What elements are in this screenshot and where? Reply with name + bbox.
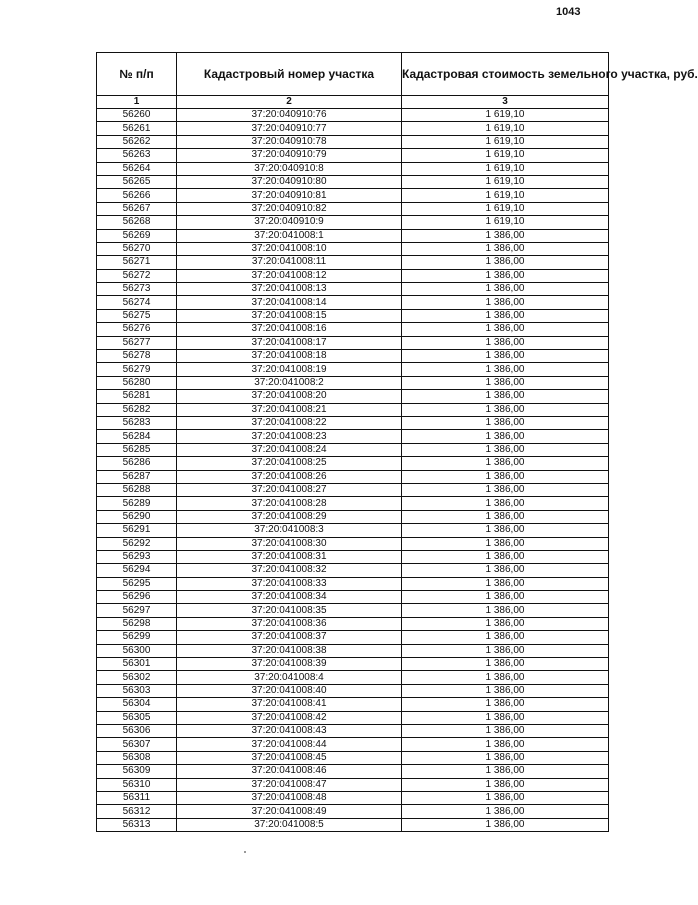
cadastral-value: 1 386,00 (402, 350, 609, 363)
table-row (97, 189, 609, 202)
row-number: 56307 (97, 738, 177, 751)
cadastral-number: 37:20:041008:32 (177, 564, 402, 577)
cadastral-number: 37:20:041008:46 (177, 765, 402, 778)
cadastral-value: 1 386,00 (402, 336, 609, 349)
cadastral-number: 37:20:041008:14 (177, 296, 402, 309)
cadastral-number: 37:20:041008:25 (177, 457, 402, 470)
table-row (97, 390, 609, 403)
table-row (97, 336, 609, 349)
row-number: 56261 (97, 122, 177, 135)
row-number: 56272 (97, 269, 177, 282)
table-row (97, 149, 609, 162)
cadastral-value: 1 386,00 (402, 617, 609, 630)
cadastral-number: 37:20:041008:42 (177, 711, 402, 724)
cadastral-value: 1 386,00 (402, 283, 609, 296)
cadastral-number: 37:20:041008:15 (177, 309, 402, 322)
row-number: 56280 (97, 376, 177, 389)
table-body (97, 109, 609, 832)
row-number: 56260 (97, 109, 177, 122)
table-row (97, 323, 609, 336)
cadastral-value: 1 619,10 (402, 135, 609, 148)
row-number: 56310 (97, 778, 177, 791)
cadastral-value: 1 386,00 (402, 738, 609, 751)
row-number: 56295 (97, 577, 177, 590)
cadastral-number: 37:20:041008:5 (177, 818, 402, 831)
cadastral-value: 1 386,00 (402, 430, 609, 443)
cadastral-number: 37:20:040910:78 (177, 135, 402, 148)
cadastral-value: 1 386,00 (402, 631, 609, 644)
row-number: 56303 (97, 684, 177, 697)
table-row (97, 778, 609, 791)
table-row (97, 510, 609, 523)
column-index: 3 (402, 96, 609, 109)
table-row (97, 818, 609, 831)
cadastral-value: 1 386,00 (402, 778, 609, 791)
cadastral-table (96, 52, 698, 832)
row-number: 56288 (97, 483, 177, 496)
cadastral-value: 1 386,00 (402, 684, 609, 697)
table-row (97, 483, 609, 496)
cadastral-number: 37:20:041008:4 (177, 671, 402, 684)
header-row (97, 53, 609, 96)
table-row (97, 296, 609, 309)
table-row (97, 162, 609, 175)
cadastral-number: 37:20:041008:20 (177, 390, 402, 403)
cadastral-value: 1 386,00 (402, 644, 609, 657)
table-row (97, 363, 609, 376)
table-row (97, 658, 609, 671)
row-number: 56284 (97, 430, 177, 443)
table-row (97, 109, 609, 122)
scan-speck (244, 851, 246, 853)
cadastral-value: 1 386,00 (402, 323, 609, 336)
table-row (97, 550, 609, 563)
cadastral-value: 1 386,00 (402, 457, 609, 470)
row-number: 56304 (97, 698, 177, 711)
table-row (97, 376, 609, 389)
table-row (97, 443, 609, 456)
table-row (97, 202, 609, 215)
table-row (97, 604, 609, 617)
cadastral-value: 1 386,00 (402, 671, 609, 684)
table-header (97, 53, 698, 109)
cadastral-value: 1 386,00 (402, 403, 609, 416)
cadastral-value: 1 386,00 (402, 363, 609, 376)
cadastral-number: 37:20:041008:22 (177, 416, 402, 429)
header-cadastral-value: Кадастровая стоимость земельного участка, руб. (402, 53, 609, 96)
cadastral-value: 1 386,00 (402, 390, 609, 403)
cadastral-value: 1 386,00 (402, 564, 609, 577)
column-index: 2 (177, 96, 402, 109)
cadastral-value: 1 386,00 (402, 269, 609, 282)
cadastral-number: 37:20:041008:3 (177, 524, 402, 537)
table-row (97, 738, 609, 751)
cadastral-value: 1 386,00 (402, 470, 609, 483)
header-num: № п/п (97, 53, 177, 96)
row-number: 56282 (97, 403, 177, 416)
cadastral-number: 37:20:041008:23 (177, 430, 402, 443)
row-number: 56271 (97, 256, 177, 269)
table-row (97, 805, 609, 818)
cadastral-value: 1 386,00 (402, 497, 609, 510)
table-row (97, 644, 609, 657)
cadastral-number: 37:20:041008:31 (177, 550, 402, 563)
row-number: 56290 (97, 510, 177, 523)
cadastral-value: 1 386,00 (402, 591, 609, 604)
row-number: 56309 (97, 765, 177, 778)
column-index: 1 (97, 96, 177, 109)
table-row (97, 457, 609, 470)
row-number: 56262 (97, 135, 177, 148)
cadastral-number: 37:20:040910:80 (177, 175, 402, 188)
table-row (97, 256, 609, 269)
cadastral-value: 1 386,00 (402, 805, 609, 818)
row-number: 56275 (97, 309, 177, 322)
row-number: 56265 (97, 175, 177, 188)
cadastral-value: 1 386,00 (402, 751, 609, 764)
table-row (97, 497, 609, 510)
row-number: 56287 (97, 470, 177, 483)
cadastral-value: 1 386,00 (402, 416, 609, 429)
row-number: 56286 (97, 457, 177, 470)
table-row (97, 765, 609, 778)
cadastral-number: 37:20:041008:41 (177, 698, 402, 711)
cadastral-value: 1 386,00 (402, 791, 609, 804)
cadastral-number: 37:20:041008:44 (177, 738, 402, 751)
table-row (97, 617, 609, 630)
cadastral-value: 1 386,00 (402, 524, 609, 537)
cadastral-number: 37:20:041008:39 (177, 658, 402, 671)
row-number: 56274 (97, 296, 177, 309)
cadastral-value: 1 619,10 (402, 109, 609, 122)
cadastral-number: 37:20:041008:17 (177, 336, 402, 349)
cadastral-value: 1 386,00 (402, 376, 609, 389)
table-row (97, 711, 609, 724)
table-row (97, 269, 609, 282)
table-row (97, 283, 609, 296)
row-number: 56312 (97, 805, 177, 818)
cadastral-value: 1 386,00 (402, 658, 609, 671)
row-number: 56291 (97, 524, 177, 537)
cadastral-number: 37:20:041008:16 (177, 323, 402, 336)
cadastral-value: 1 386,00 (402, 229, 609, 242)
table-row (97, 122, 609, 135)
cadastral-number: 37:20:041008:35 (177, 604, 402, 617)
cadastral-number: 37:20:041008:33 (177, 577, 402, 590)
cadastral-number: 37:20:040910:82 (177, 202, 402, 215)
cadastral-number: 37:20:041008:36 (177, 617, 402, 630)
cadastral-value: 1 386,00 (402, 256, 609, 269)
cadastral-number: 37:20:041008:1 (177, 229, 402, 242)
table-row (97, 216, 609, 229)
row-number: 56264 (97, 162, 177, 175)
cadastral-value: 1 386,00 (402, 724, 609, 737)
cadastral-number: 37:20:041008:12 (177, 269, 402, 282)
row-number: 56285 (97, 443, 177, 456)
cadastral-number: 37:20:041008:43 (177, 724, 402, 737)
cadastral-number: 37:20:040910:77 (177, 122, 402, 135)
cadastral-value: 1 386,00 (402, 698, 609, 711)
table-row (97, 577, 609, 590)
row-number: 56268 (97, 216, 177, 229)
cadastral-value: 1 386,00 (402, 711, 609, 724)
cadastral-number: 37:20:041008:13 (177, 283, 402, 296)
row-number: 56297 (97, 604, 177, 617)
table-row (97, 229, 609, 242)
cadastral-value: 1 386,00 (402, 510, 609, 523)
cadastral-value: 1 386,00 (402, 604, 609, 617)
table-row (97, 135, 609, 148)
cadastral-value: 1 386,00 (402, 443, 609, 456)
row-number: 56311 (97, 791, 177, 804)
cadastral-number: 37:20:041008:11 (177, 256, 402, 269)
row-number: 56289 (97, 497, 177, 510)
row-number: 56276 (97, 323, 177, 336)
cadastral-number: 37:20:041008:30 (177, 537, 402, 550)
cadastral-value: 1 619,10 (402, 189, 609, 202)
row-number: 56263 (97, 149, 177, 162)
row-number: 56308 (97, 751, 177, 764)
table-row (97, 698, 609, 711)
table-row (97, 537, 609, 550)
cadastral-number: 37:20:041008:34 (177, 591, 402, 604)
table-row (97, 751, 609, 764)
cadastral-number: 37:20:041008:27 (177, 483, 402, 496)
table-row (97, 470, 609, 483)
row-number: 56305 (97, 711, 177, 724)
cadastral-number: 37:20:041008:37 (177, 631, 402, 644)
cadastral-value: 1 386,00 (402, 577, 609, 590)
row-number: 56294 (97, 564, 177, 577)
cadastral-number: 37:20:041008:19 (177, 363, 402, 376)
cadastral-value: 1 619,10 (402, 175, 609, 188)
row-number: 56279 (97, 363, 177, 376)
row-number: 56269 (97, 229, 177, 242)
cadastral-number: 37:20:040910:8 (177, 162, 402, 175)
row-number: 56270 (97, 242, 177, 255)
table-row (97, 724, 609, 737)
cadastral-number: 37:20:040910:81 (177, 189, 402, 202)
row-number: 56298 (97, 617, 177, 630)
row-number: 56277 (97, 336, 177, 349)
row-number: 56296 (97, 591, 177, 604)
cadastral-value: 1 386,00 (402, 309, 609, 322)
table-row (97, 564, 609, 577)
cadastral-value: 1 386,00 (402, 242, 609, 255)
cadastral-number: 37:20:041008:48 (177, 791, 402, 804)
cadastral-number: 37:20:041008:29 (177, 510, 402, 523)
cadastral-number: 37:20:041008:24 (177, 443, 402, 456)
cadastral-value: 1 386,00 (402, 550, 609, 563)
cadastral-value: 1 386,00 (402, 765, 609, 778)
cadastral-number: 37:20:041008:38 (177, 644, 402, 657)
cadastral-number: 37:20:041008:40 (177, 684, 402, 697)
cadastral-number: 37:20:040910:79 (177, 149, 402, 162)
table-row (97, 524, 609, 537)
row-number: 56300 (97, 644, 177, 657)
cadastral-value: 1 619,10 (402, 202, 609, 215)
row-number: 56267 (97, 202, 177, 215)
cadastral-value: 1 386,00 (402, 537, 609, 550)
table-row (97, 403, 609, 416)
cadastral-number: 37:20:041008:47 (177, 778, 402, 791)
row-number: 56293 (97, 550, 177, 563)
cadastral-number: 37:20:041008:21 (177, 403, 402, 416)
cadastral-number: 37:20:040910:9 (177, 216, 402, 229)
row-number: 56299 (97, 631, 177, 644)
cadastral-number: 37:20:041008:45 (177, 751, 402, 764)
cadastral-value: 1 619,10 (402, 216, 609, 229)
cadastral-value: 1 386,00 (402, 818, 609, 831)
cadastral-number: 37:20:040910:76 (177, 109, 402, 122)
cadastral-number: 37:20:041008:18 (177, 350, 402, 363)
row-number: 56266 (97, 189, 177, 202)
cadastral-value: 1 619,10 (402, 122, 609, 135)
cadastral-number: 37:20:041008:2 (177, 376, 402, 389)
cadastral-number: 37:20:041008:49 (177, 805, 402, 818)
table-row (97, 309, 609, 322)
row-number: 56273 (97, 283, 177, 296)
table-row (97, 416, 609, 429)
row-number: 56306 (97, 724, 177, 737)
table-row (97, 671, 609, 684)
row-number: 56283 (97, 416, 177, 429)
row-number: 56302 (97, 671, 177, 684)
row-number: 56301 (97, 658, 177, 671)
cadastral-number: 37:20:041008:28 (177, 497, 402, 510)
cadastral-value: 1 619,10 (402, 162, 609, 175)
cadastral-number: 37:20:041008:10 (177, 242, 402, 255)
header-cadastral-number: Кадастровый номер участка (177, 53, 402, 96)
table-row (97, 684, 609, 697)
table-row (97, 591, 609, 604)
table-row (97, 242, 609, 255)
column-index-row (97, 96, 609, 109)
table-row (97, 430, 609, 443)
page-number: 1043 (556, 6, 581, 18)
cadastral-value: 1 386,00 (402, 296, 609, 309)
row-number: 56281 (97, 390, 177, 403)
table-row (97, 791, 609, 804)
row-number: 56278 (97, 350, 177, 363)
table-row (97, 175, 609, 188)
cadastral-number: 37:20:041008:26 (177, 470, 402, 483)
table-row (97, 631, 609, 644)
cadastral-value: 1 386,00 (402, 483, 609, 496)
cadastral-value: 1 619,10 (402, 149, 609, 162)
row-number: 56313 (97, 818, 177, 831)
row-number: 56292 (97, 537, 177, 550)
table-row (97, 350, 609, 363)
